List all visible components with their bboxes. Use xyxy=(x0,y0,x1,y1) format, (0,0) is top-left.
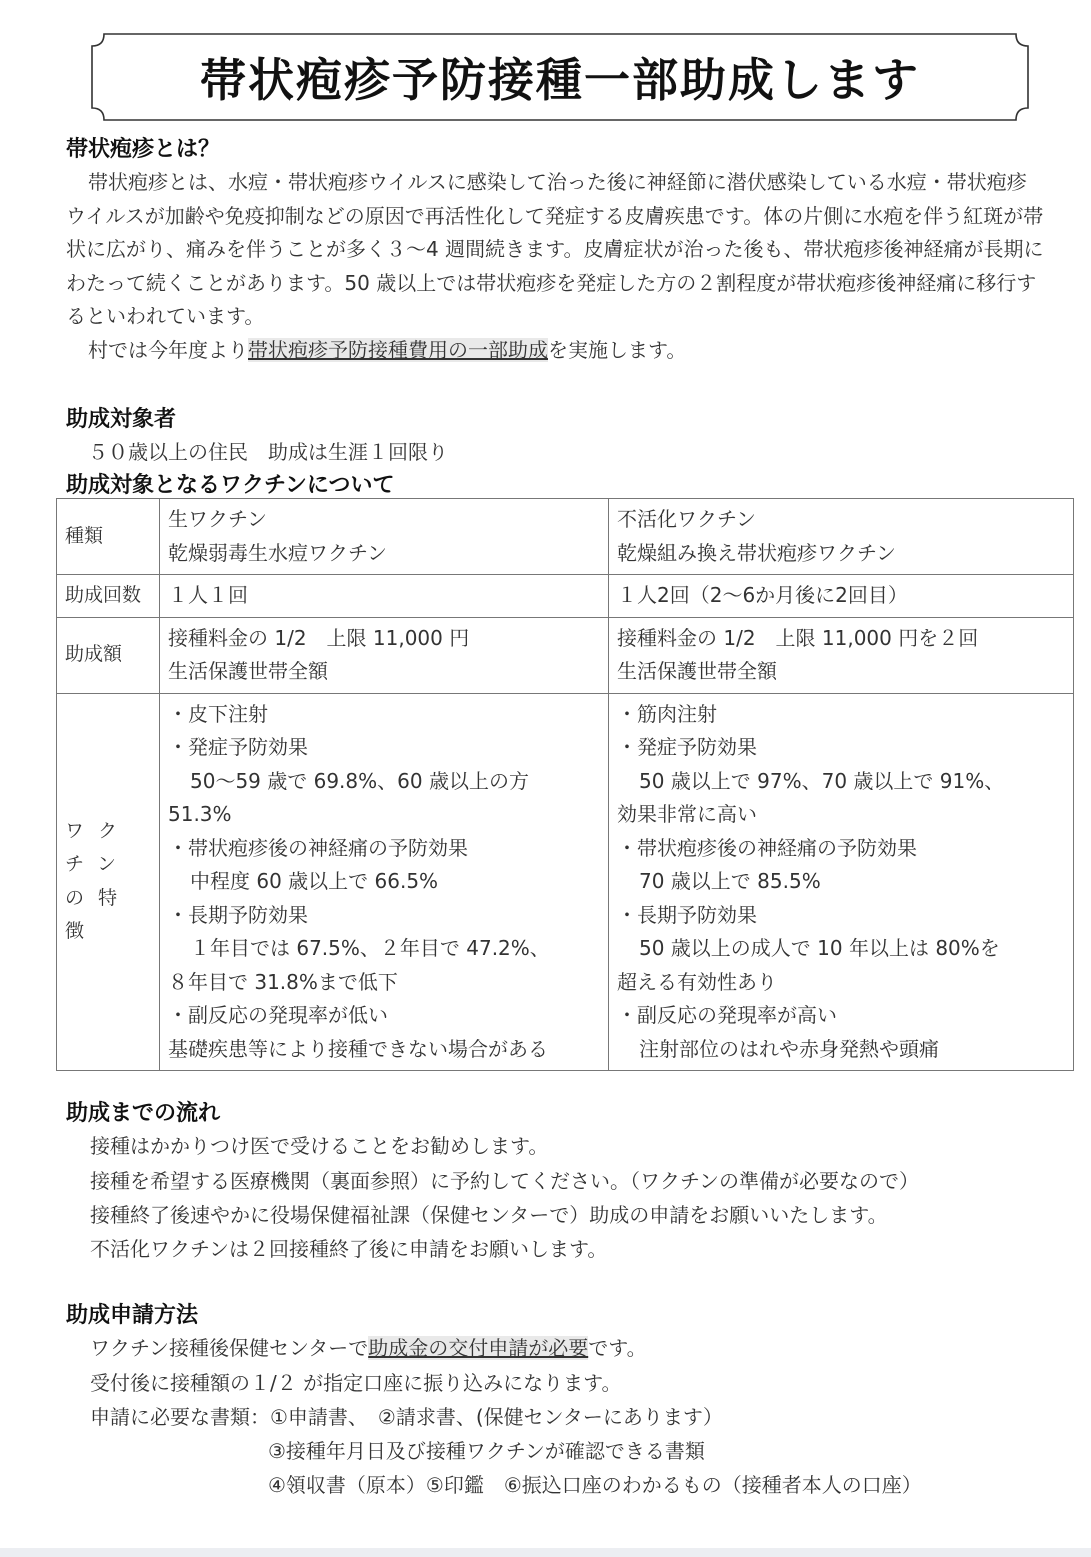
feature-line: ・帯状疱疹後の神経痛の予防効果 xyxy=(617,835,917,860)
page-title: 帯状疱疹予防接種一部助成します xyxy=(200,53,920,107)
table-row xyxy=(57,617,1074,693)
about-body: 帯状疱疹とは、水痘・帯状疱疹ウイルスに感染して治った後に神経節に潜伏感染している水痘・帯状疱疹ウイルスが加齢や免疫抑制などの原因で再活性化して発症する皮膚疾患です。体の片側に水疱を伴う紅斑が帯状に広がり、痛みを伴うことが多く３〜4 週間続きます。皮膚症状が治った後も、帯状疱疹後神経痛が長期にわたって続くことがあります。50 歳以上では帯状疱疹を発症した方の２割程度が帯状疱疹後神経痛に移行するといわれています。 xyxy=(66,170,1044,328)
eligibility-text: ５０歳以上の住民 助成は生涯１回限り xyxy=(88,440,448,464)
table-row xyxy=(57,499,1074,575)
vaccine-table xyxy=(56,498,1074,1071)
amount-inactive-line: 生活保護世帯全額 xyxy=(617,659,777,683)
feature-line: ・発症予防効果 xyxy=(168,735,308,759)
amount-live-line: 接種料金の 1/2 上限 11,000 円 xyxy=(168,625,470,650)
feature-line: 51.3% xyxy=(168,802,232,826)
about-notice xyxy=(88,334,686,363)
feature-line: ・長期予防効果 xyxy=(168,902,308,927)
apply-docs: 申請に必要な書類：①申請書、 ②請求書、(保健センターにあります） xyxy=(90,1405,723,1429)
features-inactive xyxy=(609,693,1074,1071)
features-live xyxy=(160,693,609,1071)
row-label-type: 種類 xyxy=(57,499,160,575)
row-label-count: 助成回数 xyxy=(57,575,160,618)
feature-line: 基礎疾患等により接種できない場合がある xyxy=(168,1036,548,1061)
apply-post: です。 xyxy=(588,1336,647,1360)
type-live-line: 生ワクチン xyxy=(168,507,267,531)
feature-line: １年目では 67.5%、２年目で 47.2%、 xyxy=(190,936,550,960)
flow-heading: 助成までの流れ xyxy=(66,1101,221,1126)
type-inactive-line: 乾燥組み換え帯状疱疹ワクチン xyxy=(617,540,896,565)
notice-pre: 村では今年度より xyxy=(88,338,248,362)
feature-line: ・帯状疱疹後の神経痛の予防効果 xyxy=(168,835,468,860)
flow-line: 接種はかかりつけ医で受けることをお勧めします。 xyxy=(90,1134,549,1158)
feature-line: 中程度 60 歳以上で 66.5% xyxy=(190,869,439,893)
amount-live xyxy=(160,617,609,693)
feature-line: ・長期予防効果 xyxy=(617,902,757,927)
apply-docs-2: ③接種年月日及び接種ワクチンが確認できる書類 xyxy=(268,1439,705,1463)
table-row xyxy=(57,575,1074,618)
flow-line: 不活化ワクチンは２回接種終了後に申請をお願いします。 xyxy=(90,1237,608,1261)
notice-highlight: 帯状疱疹予防接種費用の一部助成 xyxy=(248,338,548,362)
type-inactive xyxy=(609,499,1074,575)
feature-line: ８年目で 31.8%まで低下 xyxy=(168,969,398,994)
apply-heading: 助成申請方法 xyxy=(66,1303,199,1328)
row-label-amount: 助成額 xyxy=(57,617,160,693)
apply-line-2: 受付後に接種額の１/２ が指定口座に振り込みになります。 xyxy=(90,1371,622,1395)
feature-line: 50 歳以上で 97%、70 歳以上で 91%、 xyxy=(639,768,1005,793)
feature-line: 効果非常に高い xyxy=(617,802,757,826)
feature-line: ・副反応の発現率が高い xyxy=(617,1003,837,1027)
feature-line: ・副反応の発現率が低い xyxy=(168,1003,388,1027)
flow-line: 接種終了後速やかに役場保健福祉課（保健センターで）助成の申請をお願いいたします。 xyxy=(90,1203,888,1227)
type-live-line: 乾燥弱毒生水痘ワクチン xyxy=(168,540,387,565)
vaccines-heading: 助成対象となるワクチンについて xyxy=(66,473,395,498)
table-row xyxy=(57,693,1074,1071)
feature-line: 50〜59 歳で 69.8%、60 歳以上の方 xyxy=(190,768,529,793)
apply-docs-3: ④領収書（原本）⑤印鑑 ⑥振込口座のわかるもの（接種者本人の口座） xyxy=(268,1473,922,1497)
count-inactive: １人2回（2〜6か月後に2回目） xyxy=(609,575,1074,618)
title-banner xyxy=(90,32,1030,122)
apply-pre: ワクチン接種後保健センターで xyxy=(90,1336,369,1360)
about-heading: 帯状疱疹とは？ xyxy=(66,137,221,162)
row-label-features: ワクチンの特徴 xyxy=(57,693,160,1071)
amount-inactive xyxy=(609,617,1074,693)
feature-line: 70 歳以上で 85.5% xyxy=(639,869,821,893)
amount-live-line: 生活保護世帯全額 xyxy=(168,659,328,683)
feature-line: ・発症予防効果 xyxy=(617,735,757,759)
count-live: １人１回 xyxy=(160,575,609,618)
feature-line: 注射部位のはれや赤身発熱や頭痛 xyxy=(639,1036,939,1061)
type-live xyxy=(160,499,609,575)
feature-line: 50 歳以上の成人で 10 年以上は 80%を xyxy=(639,936,1000,960)
flow-line: 接種を希望する医療機関（裏面参照）に予約してください。（ワクチンの準備が必要なので） xyxy=(90,1169,919,1193)
feature-line: ・皮下注射 xyxy=(168,701,268,726)
type-inactive-line: 不活化ワクチン xyxy=(617,507,756,531)
feature-line: 超える有効性あり xyxy=(617,969,777,994)
notice-post: を実施します。 xyxy=(548,338,687,362)
apply-highlight: 助成金の交付申請が必要 xyxy=(368,1336,589,1360)
apply-line-1 xyxy=(90,1332,647,1361)
feature-line: ・筋肉注射 xyxy=(617,701,717,726)
page-bottom-edge xyxy=(0,1548,1091,1557)
amount-inactive-line: 接種料金の 1/2 上限 11,000 円を２回 xyxy=(617,625,979,650)
eligibility-heading: 助成対象者 xyxy=(66,407,177,432)
